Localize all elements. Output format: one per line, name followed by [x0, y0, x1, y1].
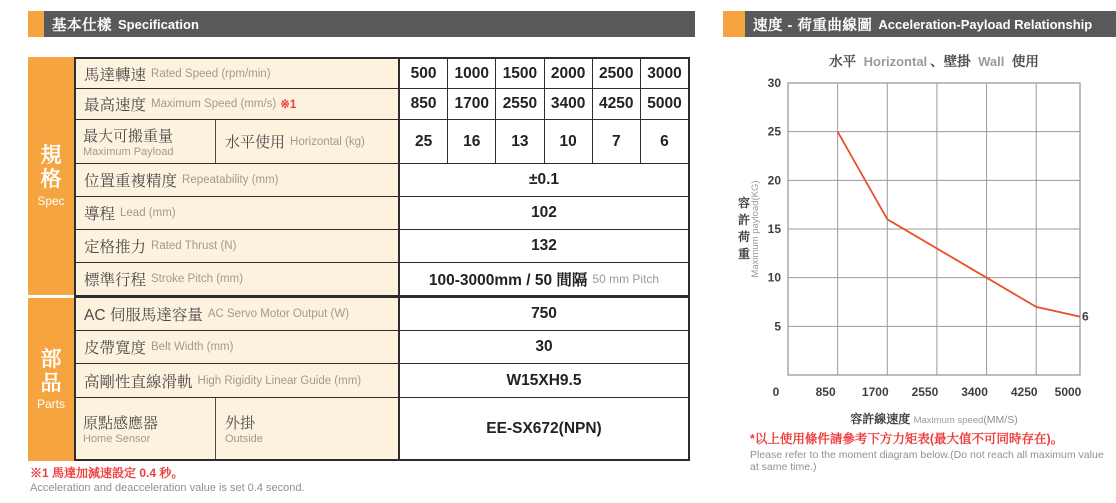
row-values [398, 59, 688, 88]
value-cell: 2550 [496, 89, 544, 119]
chart-title-en: Wall [978, 54, 1005, 69]
merged-value [400, 263, 688, 295]
row-values [398, 331, 688, 363]
sidebar-parts-block [28, 298, 74, 461]
row-label [76, 230, 398, 262]
table-row-linear-guide [76, 364, 688, 398]
label-en: Home Sensor [83, 433, 151, 445]
row-label [76, 263, 398, 295]
table-row-rated-speed [76, 59, 688, 89]
sublabel-en: Horizontal (kg) [290, 135, 365, 148]
svg-text:850: 850 [815, 385, 836, 399]
table-row-max-payload [76, 120, 688, 164]
row-label [76, 89, 398, 119]
row-values [398, 120, 688, 163]
svg-text:15: 15 [767, 222, 781, 236]
row-label [76, 197, 398, 229]
table-row-lead [76, 197, 688, 230]
footnote-red-line: *以上使用條件請參考下方力矩表(最大值不可同時存在)。 [750, 432, 1064, 446]
row-values [398, 230, 688, 262]
sidebar-spec-label-zh: 規格 [40, 144, 62, 191]
value-cell: 13 [496, 120, 544, 163]
footnote-gray-line: Please refer to the moment diagram below.(Do not reach all maximum value at same time.) [750, 448, 1104, 474]
value-cell: 5000 [647, 95, 682, 112]
sublabel-zh: 水平使用 [225, 134, 286, 151]
label-zh: AC 伺服馬達容量 [84, 307, 203, 324]
row-label-main [76, 120, 216, 163]
label-zh: 標準行程 [84, 272, 147, 289]
label-en: High Rigidity Linear Guide (mm) [197, 374, 362, 387]
label-en: Maximum Payload [83, 146, 174, 158]
value-cell: 4250 [593, 89, 641, 119]
chart-title-zh: 使用 [1011, 54, 1039, 69]
merged-value: 132 [531, 237, 557, 254]
label-zh: 最大可搬重量 [83, 128, 174, 145]
value-cell: 3400 [545, 89, 593, 119]
svg-text:5000: 5000 [1054, 385, 1082, 399]
sublabel-zh: 外掛 [225, 415, 256, 432]
chart-header-bar [745, 11, 1116, 37]
svg-text:5: 5 [774, 319, 781, 334]
label-en: Maximum Speed (mm/s) [151, 98, 277, 110]
row-label-sub [216, 398, 398, 459]
table-row-home-sensor [76, 398, 688, 459]
spec-footnote [30, 466, 450, 495]
chart-title-zh: 水平 [829, 54, 857, 69]
label-zh: 高剛性直線滑軌 [84, 373, 193, 391]
row-values [398, 197, 688, 229]
sidebar-spec-block [28, 57, 74, 295]
row-values [398, 398, 688, 459]
table-row-repeatability [76, 164, 688, 197]
value-cell: 500 [400, 59, 448, 88]
svg-text:25: 25 [767, 124, 781, 139]
label-en: Lead (mm) [120, 207, 176, 219]
label-zh: 導程 [84, 206, 116, 223]
row-label [76, 364, 398, 397]
row-label-split [76, 398, 398, 459]
value-cell: 2000 [545, 59, 593, 88]
table-row-belt-width [76, 331, 688, 364]
stroke-value-suffix: 50 mm Pitch [592, 272, 660, 286]
label-zh: 原點感應器 [83, 415, 159, 432]
svg-text:容: 容 [738, 196, 751, 210]
label-en: Repeatability (mm) [182, 174, 279, 186]
label-en: Belt Width (mm) [151, 341, 234, 353]
value-cell: 25 [400, 120, 448, 163]
chart-section-header [723, 11, 1116, 37]
payload-line-chart [728, 70, 1116, 430]
chart-title [788, 50, 1080, 71]
label-zh: 馬達轉速 [84, 66, 147, 84]
table-row-stroke-pitch [76, 263, 688, 295]
value-cell: 10 [545, 120, 593, 163]
row-values [398, 89, 688, 119]
label-en: AC Servo Motor Output (W) [207, 308, 350, 320]
value-cell: 6 [660, 132, 669, 150]
svg-text:30: 30 [767, 76, 781, 90]
orange-accent-square [28, 11, 44, 37]
svg-text:容許線速度 Maximum speed(MM/S): 容許線速度 Maximum speed(MM/S) [850, 412, 1018, 426]
svg-text:Maximum payload(KG): Maximum payload(KG) [750, 180, 761, 278]
value-cell: 3000 [647, 64, 682, 82]
spec-header-title-zh: 基本仕樣 [52, 17, 112, 34]
value-cell: 16 [448, 120, 496, 163]
footnote-gray-line: Acceleration and deacceleration value is set 0.4 second. [30, 482, 305, 494]
svg-text:重: 重 [738, 247, 751, 261]
table-row-servo-output [76, 298, 688, 331]
svg-text:10: 10 [767, 270, 781, 285]
value-cell: 1000 [448, 59, 496, 88]
label-zh: 最高速度 [84, 97, 147, 114]
row-values [398, 364, 688, 397]
svg-text:荷: 荷 [738, 230, 751, 244]
label-en: Stroke Pitch (mm) [151, 273, 244, 285]
label-zh: 定格推力 [84, 239, 147, 256]
svg-text:0: 0 [772, 385, 780, 399]
label-zh: 位置重複精度 [84, 173, 178, 190]
value-cell: 1700 [448, 89, 496, 119]
stroke-value: 100-3000mm / 50 間隔 [428, 272, 588, 289]
chart-title-en: Horizontal [863, 54, 928, 69]
chart-title-zh: 、壁掛 [930, 54, 971, 69]
label-zh: 皮帶寬度 [84, 340, 147, 357]
merged-value: 30 [535, 338, 553, 355]
row-label [76, 164, 398, 196]
payload-chart-area [728, 48, 1116, 430]
row-label-sub [216, 120, 398, 163]
svg-text:20: 20 [767, 173, 781, 188]
spec-header-bar [44, 11, 695, 37]
spec-table [28, 57, 690, 461]
sidebar-parts-label-zh: 部品 [40, 347, 62, 395]
orange-accent-square [723, 11, 745, 37]
merged-value: ±0.1 [528, 171, 560, 188]
row-values [398, 164, 688, 196]
row-label-split [76, 120, 398, 163]
row-label [76, 331, 398, 363]
chart-header-title-en: Acceleration-Payload Relationship [878, 16, 1093, 32]
table-row-max-speed [76, 89, 688, 120]
svg-text:3400: 3400 [961, 385, 988, 399]
svg-text:2550: 2550 [911, 385, 939, 399]
sidebar-parts-label-en: Parts [36, 397, 65, 412]
row-values [398, 298, 688, 330]
svg-text:6: 6 [1082, 309, 1089, 324]
svg-text:許: 許 [738, 213, 751, 227]
row-label-main [76, 398, 216, 459]
svg-text:4250: 4250 [1010, 385, 1038, 399]
sublabel-en: Outside [225, 433, 263, 445]
merged-value: 750 [531, 305, 557, 322]
value-cell: 7 [593, 120, 641, 163]
label-en: Rated Speed (rpm/min) [151, 67, 271, 80]
label-en: Rated Thrust (N) [151, 240, 237, 252]
merged-value: W15XH9.5 [506, 371, 582, 389]
table-sidebar [28, 57, 74, 461]
footnote-ref: ※1 [280, 99, 297, 111]
row-label [76, 59, 398, 88]
merged-value: 102 [531, 204, 557, 221]
spec-section-header [28, 11, 695, 37]
value-cell: 850 [400, 89, 448, 119]
row-values [398, 263, 688, 295]
row-label [76, 298, 398, 330]
chart-footnote [750, 432, 1108, 474]
spec-header-title-en: Specification [118, 16, 199, 32]
table-row-rated-thrust [76, 230, 688, 263]
sidebar-spec-label-en: Spec [37, 193, 65, 208]
value-cell: 2500 [593, 59, 641, 88]
footnote-red-line: ※1 馬達加減速設定 0.4 秒。 [30, 466, 184, 480]
value-cell: 1500 [496, 59, 544, 88]
svg-text:1700: 1700 [861, 385, 889, 399]
chart-header-title-zh: 速度 - 荷重曲線圖 [753, 17, 873, 34]
merged-value: EE-SX672(NPN) [486, 419, 602, 437]
spec-grid [74, 57, 690, 461]
